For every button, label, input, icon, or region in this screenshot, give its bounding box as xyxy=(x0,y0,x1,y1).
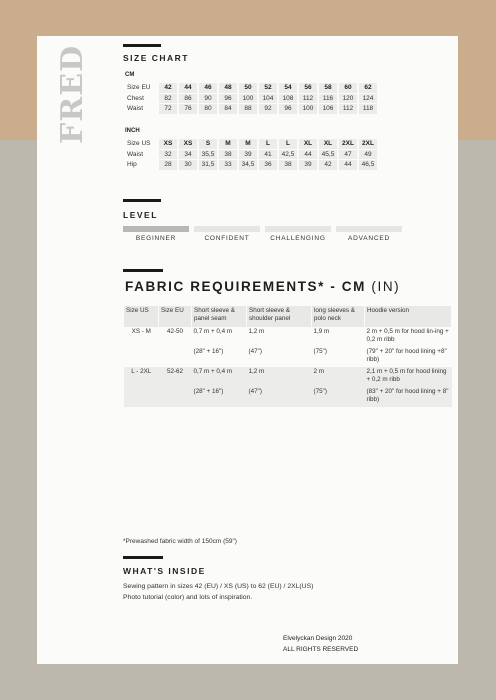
size-cell: 108 xyxy=(279,94,297,104)
size-row xyxy=(125,83,377,93)
size-cell: XL xyxy=(319,139,337,149)
fabric-cell: (28" + 16") xyxy=(193,348,224,355)
size-cell: 54 xyxy=(279,83,297,93)
size-cell: 62 xyxy=(359,83,377,93)
fabric-divider xyxy=(123,269,163,272)
size-cell: 42 xyxy=(319,160,337,170)
size-cell: XS xyxy=(159,139,177,149)
fabric-cell: 52-62 xyxy=(159,367,192,387)
fabric-title xyxy=(125,279,400,294)
level-divider xyxy=(123,199,161,202)
level-option-challenging xyxy=(265,226,331,242)
size-row xyxy=(125,94,377,104)
size-row-label: Size EU xyxy=(127,84,151,92)
size-cell: 124 xyxy=(359,94,377,104)
size-cell: 60 xyxy=(339,83,357,93)
size-cell: 56 xyxy=(299,83,317,93)
fabric-cell: (83" + 20" for hood lining + 8" ribb) xyxy=(365,387,452,407)
size-cell: 2XL xyxy=(359,139,377,149)
size-cell: 2XL xyxy=(339,139,357,149)
fabric-header-cell: long sleeves & polo neck xyxy=(312,306,365,327)
size-cell: 96 xyxy=(279,104,297,114)
level-title: LEVEL xyxy=(123,210,158,220)
size-chart-title: SIZE CHART xyxy=(123,53,189,63)
level-indicator-bar xyxy=(336,226,402,232)
size-cell: 39 xyxy=(299,160,317,170)
fabric-cell: L - 2XL xyxy=(124,367,159,387)
fabric-footnote: *Prewashed fabric width of 150cm (59") xyxy=(123,538,237,545)
fabric-row xyxy=(124,327,452,347)
fabric-cell: (28" + 16") xyxy=(192,387,247,407)
size-cell: 72 xyxy=(159,104,177,114)
fabric-cell xyxy=(124,347,159,367)
size-cell: 76 xyxy=(179,104,197,114)
size-cell: 33 xyxy=(219,160,237,170)
size-cell: 116 xyxy=(319,94,337,104)
footer-copyright: Elvelyckan Design 2020 xyxy=(283,635,353,642)
size-row xyxy=(125,150,377,160)
fabric-cell: 0,7 m + 0,4 m xyxy=(193,328,233,335)
fabric-table xyxy=(124,306,452,407)
size-cell: 100 xyxy=(239,94,257,104)
size-cell: 30 xyxy=(179,160,197,170)
pattern-info-page xyxy=(37,36,458,664)
size-chart-inch-unit: INCH xyxy=(125,128,140,134)
size-cell: XL xyxy=(299,139,317,149)
size-chart-cm-unit: CM xyxy=(125,72,135,78)
size-cell: 48 xyxy=(219,83,237,93)
size-cell: 36 xyxy=(259,160,277,170)
level-option-advanced xyxy=(336,226,402,242)
size-cell: 112 xyxy=(299,94,317,104)
size-cell: 104 xyxy=(259,94,277,104)
level-indicator-bar xyxy=(194,226,260,232)
fabric-cell: (75") xyxy=(312,387,365,407)
size-row-label: Chest xyxy=(127,94,144,102)
size-row xyxy=(125,104,377,114)
size-row-label: Waist xyxy=(127,150,144,158)
level-option-confident xyxy=(194,226,260,242)
size-cell: 90 xyxy=(199,94,217,104)
size-cell: 32 xyxy=(159,150,177,160)
level-label: BEGINNER xyxy=(135,235,177,242)
footer xyxy=(283,633,358,655)
fabric-cell: 1,9 m xyxy=(313,328,330,335)
fabric-row xyxy=(124,347,452,367)
fabric-cell: 1,2 m xyxy=(248,328,265,335)
size-cell: L xyxy=(259,139,277,149)
size-chart-cm-table xyxy=(123,82,379,115)
size-cell: 28 xyxy=(159,160,177,170)
footer-rights: ALL RIGHTS RESERVED xyxy=(283,646,359,653)
fabric-cell: 2 m xyxy=(312,367,365,387)
fabric-cell: (47") xyxy=(248,348,262,355)
size-cell: 112 xyxy=(339,104,357,114)
size-cell: 34 xyxy=(179,150,197,160)
size-cell: 80 xyxy=(199,104,217,114)
whats-inside-title: WHAT'S INSIDE xyxy=(123,566,206,576)
size-cell: 96 xyxy=(219,94,237,104)
size-cell: 118 xyxy=(359,104,377,114)
fabric-cell xyxy=(159,387,192,407)
size-cell: 39 xyxy=(239,150,257,160)
size-cell: 82 xyxy=(159,94,177,104)
size-cell: XS xyxy=(179,139,197,149)
fabric-cell: 2 m + 0,5 m for hood lin-ing + 0,2 m ribb xyxy=(366,328,449,343)
size-cell: 38 xyxy=(219,150,237,160)
size-cell: 35,5 xyxy=(199,150,217,160)
fabric-row xyxy=(124,367,452,387)
size-cell: 92 xyxy=(259,104,277,114)
size-cell: 47 xyxy=(339,150,357,160)
size-cell: M xyxy=(239,139,257,149)
level-label: CHALLENGING xyxy=(270,235,326,242)
size-cell: 58 xyxy=(319,83,337,93)
fabric-header-cell: Size EU xyxy=(159,306,192,327)
whats-inside-line-1: Sewing pattern in sizes 42 (EU) / XS (US) to 62 (EU) / 2XL(US) xyxy=(123,583,314,590)
size-cell: 45,5 xyxy=(319,150,337,160)
size-cell: 31,5 xyxy=(199,160,217,170)
size-cell: 34,5 xyxy=(239,160,257,170)
level-indicator-bar xyxy=(123,226,189,232)
size-cell: 44 xyxy=(339,160,357,170)
size-chart-divider xyxy=(123,44,161,47)
size-cell: 84 xyxy=(219,104,237,114)
whats-inside-divider xyxy=(123,556,163,559)
size-cell: 44 xyxy=(299,150,317,160)
fabric-cell: 42-50 xyxy=(166,328,184,335)
size-cell: 44 xyxy=(179,83,197,93)
size-cell: 42,5 xyxy=(279,150,297,160)
fabric-cell: (47") xyxy=(247,387,312,407)
fabric-cell: 2,1 m + 0,5 m for hood lining + 0,2 m ribb xyxy=(365,367,452,387)
fabric-header-cell: Short sleeve & shoulder panel xyxy=(247,306,312,327)
size-chart-inch-table xyxy=(123,138,379,171)
fabric-header-cell: Hoodie version xyxy=(365,306,452,327)
size-cell: 120 xyxy=(339,94,357,104)
whats-inside-text xyxy=(123,581,313,603)
fabric-cell: XS - M xyxy=(131,328,151,335)
fabric-title-main: FABRIC REQUIREMENTS* - CM xyxy=(125,279,367,294)
size-cell: 88 xyxy=(239,104,257,114)
fabric-header-cell: Size US xyxy=(124,306,159,327)
size-cell: 46,5 xyxy=(359,160,377,170)
fabric-cell: 1,2 m xyxy=(247,367,312,387)
fabric-title-unit: (IN) xyxy=(371,279,401,294)
fabric-cell xyxy=(124,387,159,407)
size-cell: 42 xyxy=(159,83,177,93)
size-row-label: Size US xyxy=(127,140,151,148)
size-row xyxy=(125,160,377,170)
size-cell: 52 xyxy=(259,83,277,93)
fabric-cell: 0,7 m + 0,4 m xyxy=(192,367,247,387)
size-cell: 86 xyxy=(179,94,197,104)
size-row xyxy=(125,139,377,149)
level-label: ADVANCED xyxy=(347,235,391,242)
fabric-cell xyxy=(159,347,192,367)
size-cell: 46 xyxy=(199,83,217,93)
size-cell: 38 xyxy=(279,160,297,170)
fabric-header-row xyxy=(124,306,452,327)
size-cell: S xyxy=(199,139,217,149)
fabric-cell: (75") xyxy=(313,348,327,355)
level-indicator-bar xyxy=(265,226,331,232)
size-cell: 41 xyxy=(259,150,277,160)
level-label: CONFIDENT xyxy=(204,235,250,242)
size-cell: L xyxy=(279,139,297,149)
fabric-cell: (79" + 20" for hood lining +8" ribb) xyxy=(366,348,447,363)
brand-logo: FRED xyxy=(55,44,90,144)
whats-inside-line-2: Photo tutorial (color) and lots of inspiration. xyxy=(123,594,253,601)
size-cell: 49 xyxy=(359,150,377,160)
size-cell: 50 xyxy=(239,83,257,93)
size-row-label: Hip xyxy=(127,161,137,169)
size-cell: 100 xyxy=(299,104,317,114)
level-option-beginner xyxy=(123,226,189,242)
size-cell: 106 xyxy=(319,104,337,114)
fabric-row xyxy=(124,387,452,407)
size-row-label: Waist xyxy=(127,105,144,113)
size-cell: M xyxy=(219,139,237,149)
fabric-header-cell: Short sleeve & panel seam xyxy=(192,306,247,327)
